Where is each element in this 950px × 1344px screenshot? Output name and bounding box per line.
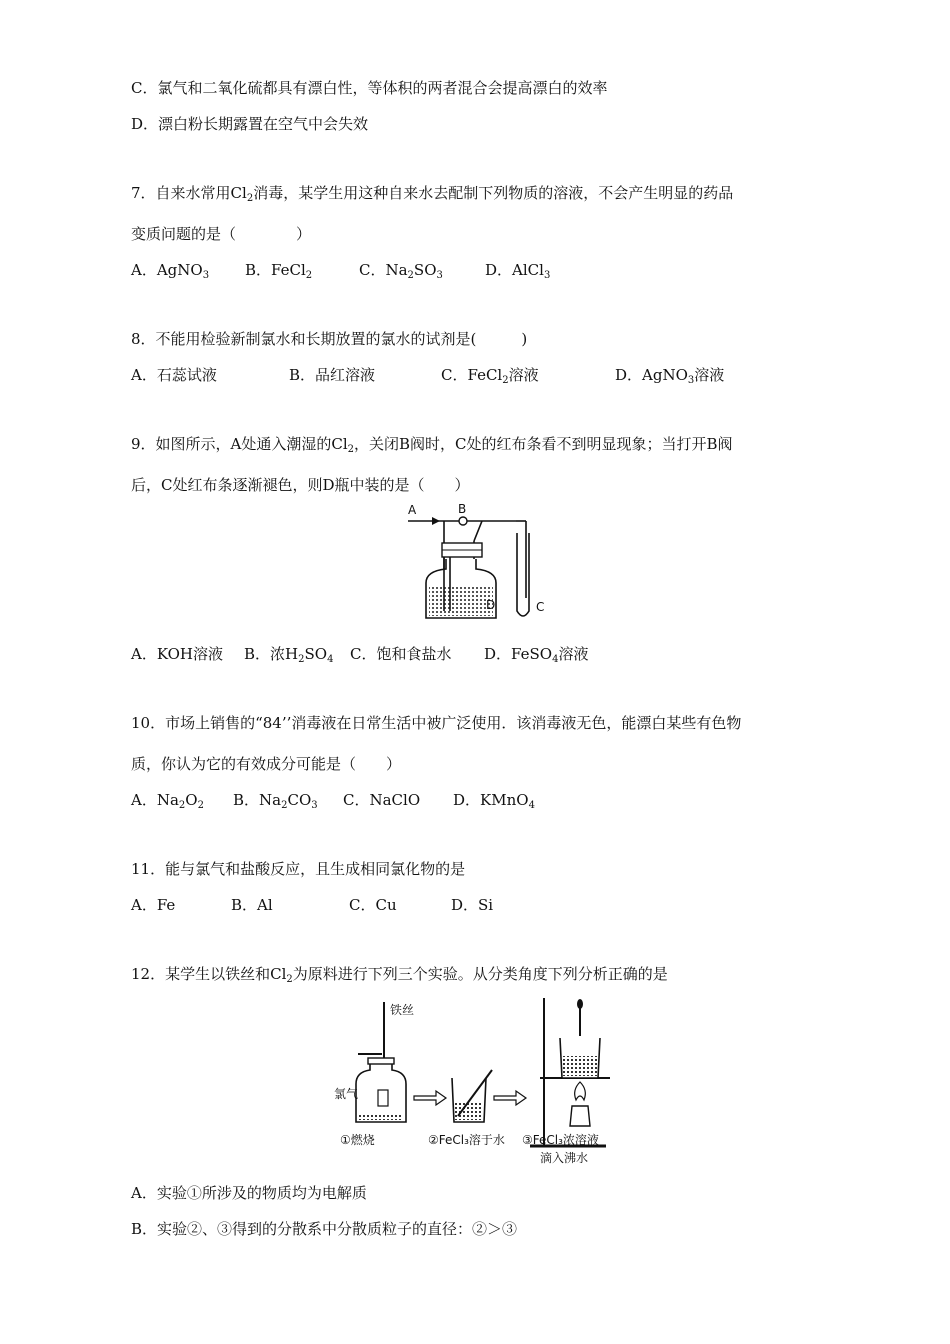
q12-stem: 12．某学生以铁丝和$Cl_2$为原料进行下列三个实验。从分类角度下列分析正确的是 xyxy=(131,965,668,985)
q9-label-a: A xyxy=(408,503,417,517)
q10-stem-cont: 质，你认为它的有效成分可能是（ ） xyxy=(131,755,402,773)
q9-test-tube-c xyxy=(517,533,529,616)
q8-option-b: B．品红溶液 xyxy=(289,366,376,384)
q9-stem: 9．如图所示，A处通入潮湿的$Cl_2$，关闭B阀时，C处的红布条看不到明显现象；当打开B阀 xyxy=(131,435,733,455)
q9-valve-b xyxy=(459,517,467,525)
q12-label-gas: 氯气 xyxy=(334,1087,359,1101)
q9-stem-cont: 后，C处红布条逐渐褪色，则D瓶中装的是（ ） xyxy=(131,476,470,494)
q7-options xyxy=(131,260,550,280)
q12-flame xyxy=(575,1082,586,1100)
q8-option-d: D．AgNO$_3$溶液 xyxy=(615,366,725,386)
q12-arrow-icon xyxy=(494,1091,526,1105)
q7-option-b: B．FeCl$_2$ xyxy=(245,261,313,281)
q8-option-a: A．石蕊试液 xyxy=(131,366,217,384)
q11-option-d: D．Si xyxy=(451,896,494,914)
q12-burner xyxy=(570,1106,590,1126)
q7-stem-cont: 变质问题的是（ ） xyxy=(131,225,312,243)
q11-option-a: A．Fe xyxy=(131,896,176,914)
q8-options xyxy=(131,365,724,385)
q9-option-c: C．饱和食盐水 xyxy=(350,645,452,663)
q10-option-c: C．NaClO xyxy=(343,791,421,809)
q9-options xyxy=(131,644,588,664)
q6-option-c: C．氯气和二氧化硫都具有漂白性，等体积的两者混合会提高漂白的效率 xyxy=(131,79,608,97)
q12-option-a: A．实验①所涉及的物质均为电解质 xyxy=(131,1184,367,1202)
q9-label-d: D xyxy=(486,598,496,612)
q9-option-b: B．浓$H_2SO_4$ xyxy=(244,645,334,665)
q7-option-d: D．AlCl$_3$ xyxy=(485,261,551,281)
q12-gas-bottle xyxy=(356,1062,406,1122)
q10-stem: 10．市场上销售的“84’’消毒液在日常生活中被广泛使用．该消毒液无色，能漂白某些有色物 xyxy=(131,714,742,732)
q6-option-d: D．漂白粉长期露置在空气中会失效 xyxy=(131,115,369,133)
q7-stem: 7．自来水常用$Cl_2$消毒，某学生用这种自来水去配制下列物质的溶液，不会产生明显的药品 xyxy=(131,184,734,204)
q9-arrow-icon xyxy=(432,517,440,525)
q11-stem: 11．能与氯气和盐酸反应，且生成相同氯化物的是 xyxy=(131,860,466,878)
q10-option-d: D．KMnO$_4$ xyxy=(453,791,535,811)
q8-stem: 8．不能用检验新制氯水和长期放置的氯水的试剂是( ) xyxy=(131,330,528,348)
q10-option-a: A．$Na_2O_2$ xyxy=(131,791,204,811)
q9-apparatus-figure xyxy=(404,503,550,625)
q11-options xyxy=(131,895,493,915)
q7-option-a: A．AgNO$_3$ xyxy=(131,261,210,281)
q10-option-b: B．$Na_2CO_3$ xyxy=(233,791,318,811)
q12-caption-2: ②FeCl₃溶于水 xyxy=(428,1133,505,1147)
q12-caption-1: ①燃烧 xyxy=(340,1133,375,1147)
q12-experiment-figure xyxy=(334,998,618,1168)
q11-option-b: B．Al xyxy=(231,896,273,914)
q9-label-c: C xyxy=(536,600,545,614)
q12-label-wire: 铁丝 xyxy=(390,1003,415,1017)
q10-options xyxy=(131,790,535,810)
q9-option-a: A．KOH溶液 xyxy=(131,645,224,663)
q9-option-d: D．FeSO$_4$溶液 xyxy=(484,645,589,665)
q11-option-c: C．Cu xyxy=(349,896,397,914)
q9-label-b: B xyxy=(458,503,467,516)
q9-liquid xyxy=(429,587,496,616)
q7-option-c: C．$Na_2SO_3$ xyxy=(359,261,443,281)
q12-arrow-icon xyxy=(414,1091,446,1105)
q12-option-b: B．实验②、③得到的分散系中分散质粒子的直径：②＞③ xyxy=(131,1220,518,1238)
q8-option-c: C．FeCl$_2$溶液 xyxy=(441,366,539,386)
q12-caption-3b: 滴入沸水 xyxy=(540,1151,589,1165)
q12-caption-3a: ③FeCl₃浓溶液 xyxy=(522,1133,599,1147)
